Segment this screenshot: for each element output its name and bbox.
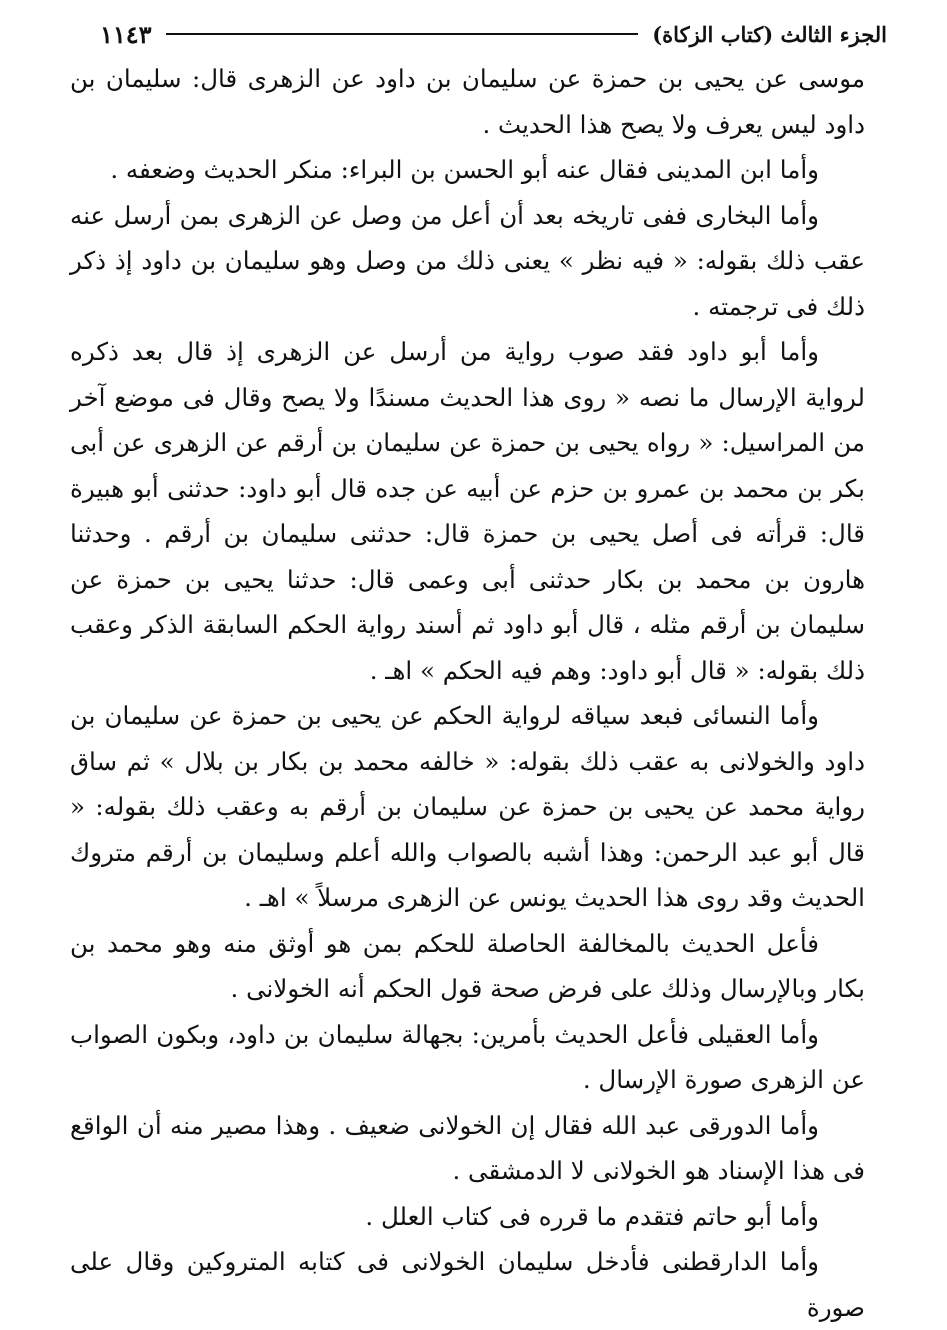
page-header [100,14,887,54]
paragraph: وأما ابن المدينى فقال عنه أبو الحسن بن البراء: منكر الحديث وضعفه . [110,155,819,184]
paragraph: وأما الدورقى عبد الله فقال إن الخولانى ضعيف . وهذا مصير منه أن الواقع فى هذا الإسناد هو الخولانى لا الدمشقى . [70,1110,865,1185]
paragraph: وأما أبو حاتم فتقدم ما قرره فى كتاب العلل . [365,1201,819,1231]
running-title: الجزء الثالث (كتاب الزكاة) [652,21,887,47]
paragraph: موسى عن يحيى بن حمزة عن سليمان بن داود عن الزهرى قال: سليمان بن داود ليس يعرف ولا يصح هذا الحديث . [70,64,865,139]
page-number: ١١٤٣ [100,19,152,49]
paragraph: وأما العقيلى فأعل الحديث بأمرين: بجهالة سليمان بن داود، وبكون الصواب عن الزهرى صورة الإرسال . [70,1019,865,1094]
paragraph: وأما البخارى ففى تاريخه بعد أن أعل من وصل عن الزهرى بمن أرسل عنه عقب ذلك بقوله: « فيه نظر » يعنى ذلك من وصل وهو سليمان بن داود إذ ذكر ذلك فى ترجمته . [70,200,865,321]
header-rule [166,33,639,35]
paragraph: فأعل الحديث بالمخالفة الحاصلة للحكم بمن هو أوثق منه وهو محمد بن بكار وبالإرسال وذلك على فرض صحة قول الحكم أنه الخولانى . [70,928,865,1003]
paragraph: وأما النسائى فبعد سياقه لرواية الحكم عن يحيى بن حمزة عن سليمان بن داود والخولانى به عقب ذلك بقوله: « خالفه محمد بن بكار بن بلال » ثم ساق رواية محمد عن يحيى بن حمزة عن سليمان بن أرقم به وعقب ذلك بقوله: « قال أبو عبد الرحمن: وهذا أشبه بالصواب والله أعلم وسليمان بن أرقم متروك الحديث وقد روى هذا الحديث يونس عن الزهرى مرسلاً » اهـ . [70,701,865,912]
paragraph: وأما أبو داود فقد صوب رواية من أرسل عن الزهرى إذ قال بعد ذكره لرواية الإرسال ما نصه « روى هذا الحديث مسندًا ولا يصح وقال فى موضع آخر من المراسيل: « رواه يحيى بن حمزة عن سليمان بن أرقم عن الزهرى عن أبى بكر بن محمد بن عمرو بن حزم عن أبيه عن جده قال أبو داود: حدثنى أبو هبيرة قال: قرأته فى أصل يحيى بن حمزة قال: حدثنى سليمان بن أرقم . وحدثنا هارون بن محمد بن بكار حدثنى أبى وعمى قال: حدثنا يحيى بن حمزة عن سليمان بن أرقم مثله ، قال أبو داود ثم أسند رواية الحكم السابقة الذكر وعقب ذلك بقوله: « قال أبو داود: وهم فيه الحكم » اهـ . [70,337,865,685]
paragraph: وأما الدارقطنى فأدخل سليمان الخولانى فى كتابه المتروكين وقال على صورة [70,1247,865,1322]
body-text [70,56,865,1330]
